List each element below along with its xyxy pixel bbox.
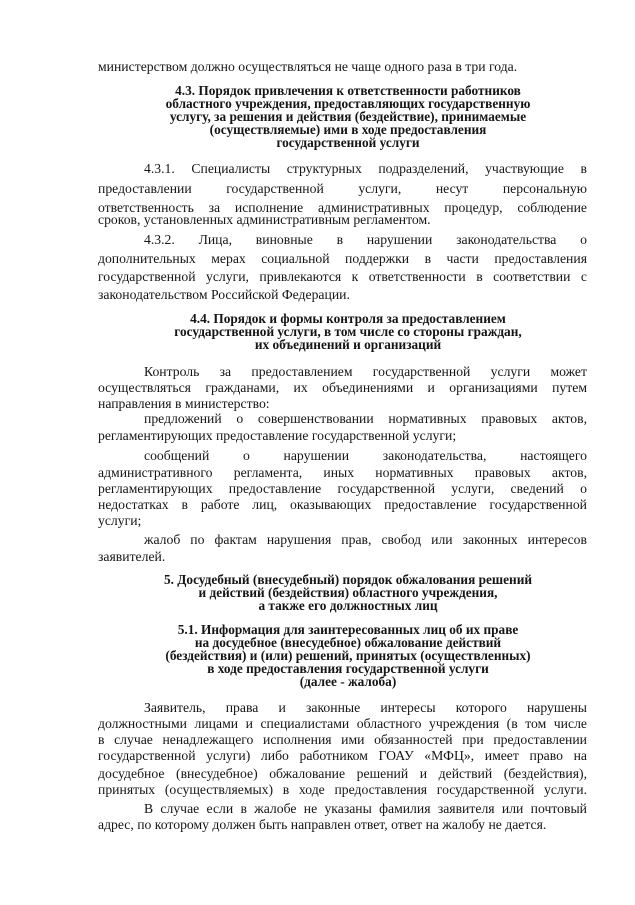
- paragraph-4-3-1-line: предоставлении государственной услуги, несут персональную: [98, 181, 587, 196]
- paragraph-4-3-2-line: 4.3.2. Лица, виновные в нарушении законодательства о: [144, 232, 587, 247]
- paragraph-proposals-line: регламентирующих предоставление государственной услуги;: [98, 428, 457, 443]
- section-5-1-heading-line: (далее - жалоба): [299, 674, 397, 689]
- paragraph-proposals-line: предложений о совершенствовании нормативных правовых актов,: [144, 411, 587, 426]
- section-4-4-heading-line: 4.4. Порядок и формы контроля за предоставлением: [190, 311, 506, 326]
- section-5-1-heading-line: на досудебное (внесудебное) обжалование действий: [194, 635, 502, 650]
- section-5-heading-line: 5. Досудебный (внесудебный) порядок обжалования решений: [163, 572, 533, 587]
- paragraph-4-3-2-line: государственной услуги, привлекаются к ответственности в соответствии с: [98, 269, 587, 284]
- paragraph-reports-line: регламентирующих предоставление государственной услуги, сведений о: [98, 481, 587, 496]
- section-5-1-heading-line: в ходе предоставления государственной услуги: [207, 661, 489, 676]
- paragraph-4-3-1-line: сроков, установленных административным регламентом.: [98, 212, 431, 227]
- paragraph-applicant-rights-line: в случае ненадлежащего исполнения ими обязанностей при предоставлении: [98, 732, 587, 747]
- paragraph-4-4-control-line: осуществляться гражданами, их объединениями и организациями путем: [98, 380, 587, 395]
- section-4-4-heading-line: государственной услуги, в том числе со стороны граждан,: [174, 324, 522, 339]
- paragraph-no-address-line: В случае если в жалобе не указаны фамилия заявителя или почтовый: [144, 801, 587, 816]
- paragraph-no-address-line: адрес, по которому должен быть направлен ответ, ответ на жалобу не дается.: [98, 817, 547, 832]
- paragraph-reports-line: недостатках в работе лиц, оказывающих предоставление государственной: [98, 497, 587, 512]
- paragraph-4-3-2-line: законодательством Российской Федерации.: [98, 287, 350, 302]
- section-5-heading-line: а также его должностных лиц: [258, 598, 438, 613]
- paragraph-applicant-rights-line: Заявитель, права и законные интересы которого нарушены: [144, 700, 587, 715]
- paragraph-applicant-rights-line: должностными лицами и специалистами областного учреждения (в том числе: [98, 716, 587, 731]
- section-4-3-heading-line: областного учреждения, предоставляющих государственную: [165, 96, 531, 111]
- paragraph-applicant-rights-line: досудебное (внесудебное) обжалование решений и действий (бездействия),: [98, 766, 587, 781]
- section-5-1-heading-line: (бездействия) и (или) решений, принятых (осуществленных): [165, 648, 531, 663]
- paragraph-reports-line: сообщений о нарушении законодательства, настоящего: [144, 448, 587, 463]
- section-4-4-heading-line: их объединений и организаций: [254, 337, 442, 352]
- section-4-3-heading-line: (осуществляемые) ими в ходе предоставления: [209, 122, 487, 137]
- paragraph-4-4-control-line: направления в министерство:: [98, 396, 270, 411]
- section-5-heading-line: и действий (бездействия) областного учреждения,: [198, 585, 498, 600]
- intro-line: министерством должно осуществляться не чаще одного раза в три года.: [98, 59, 518, 74]
- section-4-3-heading-line: государственной услуги: [276, 135, 420, 150]
- paragraph-reports-line: услуги;: [98, 513, 142, 528]
- section-4-3-heading-line: 4.3. Порядок привлечения к ответственности работников: [175, 83, 521, 98]
- section-5-1-heading-line: 5.1. Информация для заинтересованных лиц об их праве: [177, 622, 519, 637]
- paragraph-reports-line: административного регламента, иных нормативных правовых актов,: [98, 465, 587, 480]
- paragraph-4-4-control-line: Контроль за предоставлением государственной услуги может: [144, 364, 587, 379]
- paragraph-complaints-line: жалоб по фактам нарушения прав, свобод или законных интересов: [144, 532, 587, 547]
- paragraph-4-3-1-line: ответственность за исполнение административных процедур, соблюдение: [98, 200, 587, 215]
- paragraph-4-3-1-line: 4.3.1. Специалисты структурных подразделений, участвующие в: [144, 161, 587, 176]
- paragraph-complaints-line: заявителей.: [98, 549, 166, 564]
- paragraph-4-3-2-line: дополнительных мерах социальной поддержки в части предоставления: [98, 251, 587, 266]
- section-4-3-heading-line: услугу, за решения и действия (бездействие), принимаемые: [169, 109, 527, 124]
- paragraph-applicant-rights-line: принятых (осуществляемых) в ходе предоставления государственной услуги.: [98, 782, 587, 797]
- paragraph-applicant-rights-line: государственной услуги) либо работником ГОАУ «МФЦ», имеет право на: [98, 748, 587, 763]
